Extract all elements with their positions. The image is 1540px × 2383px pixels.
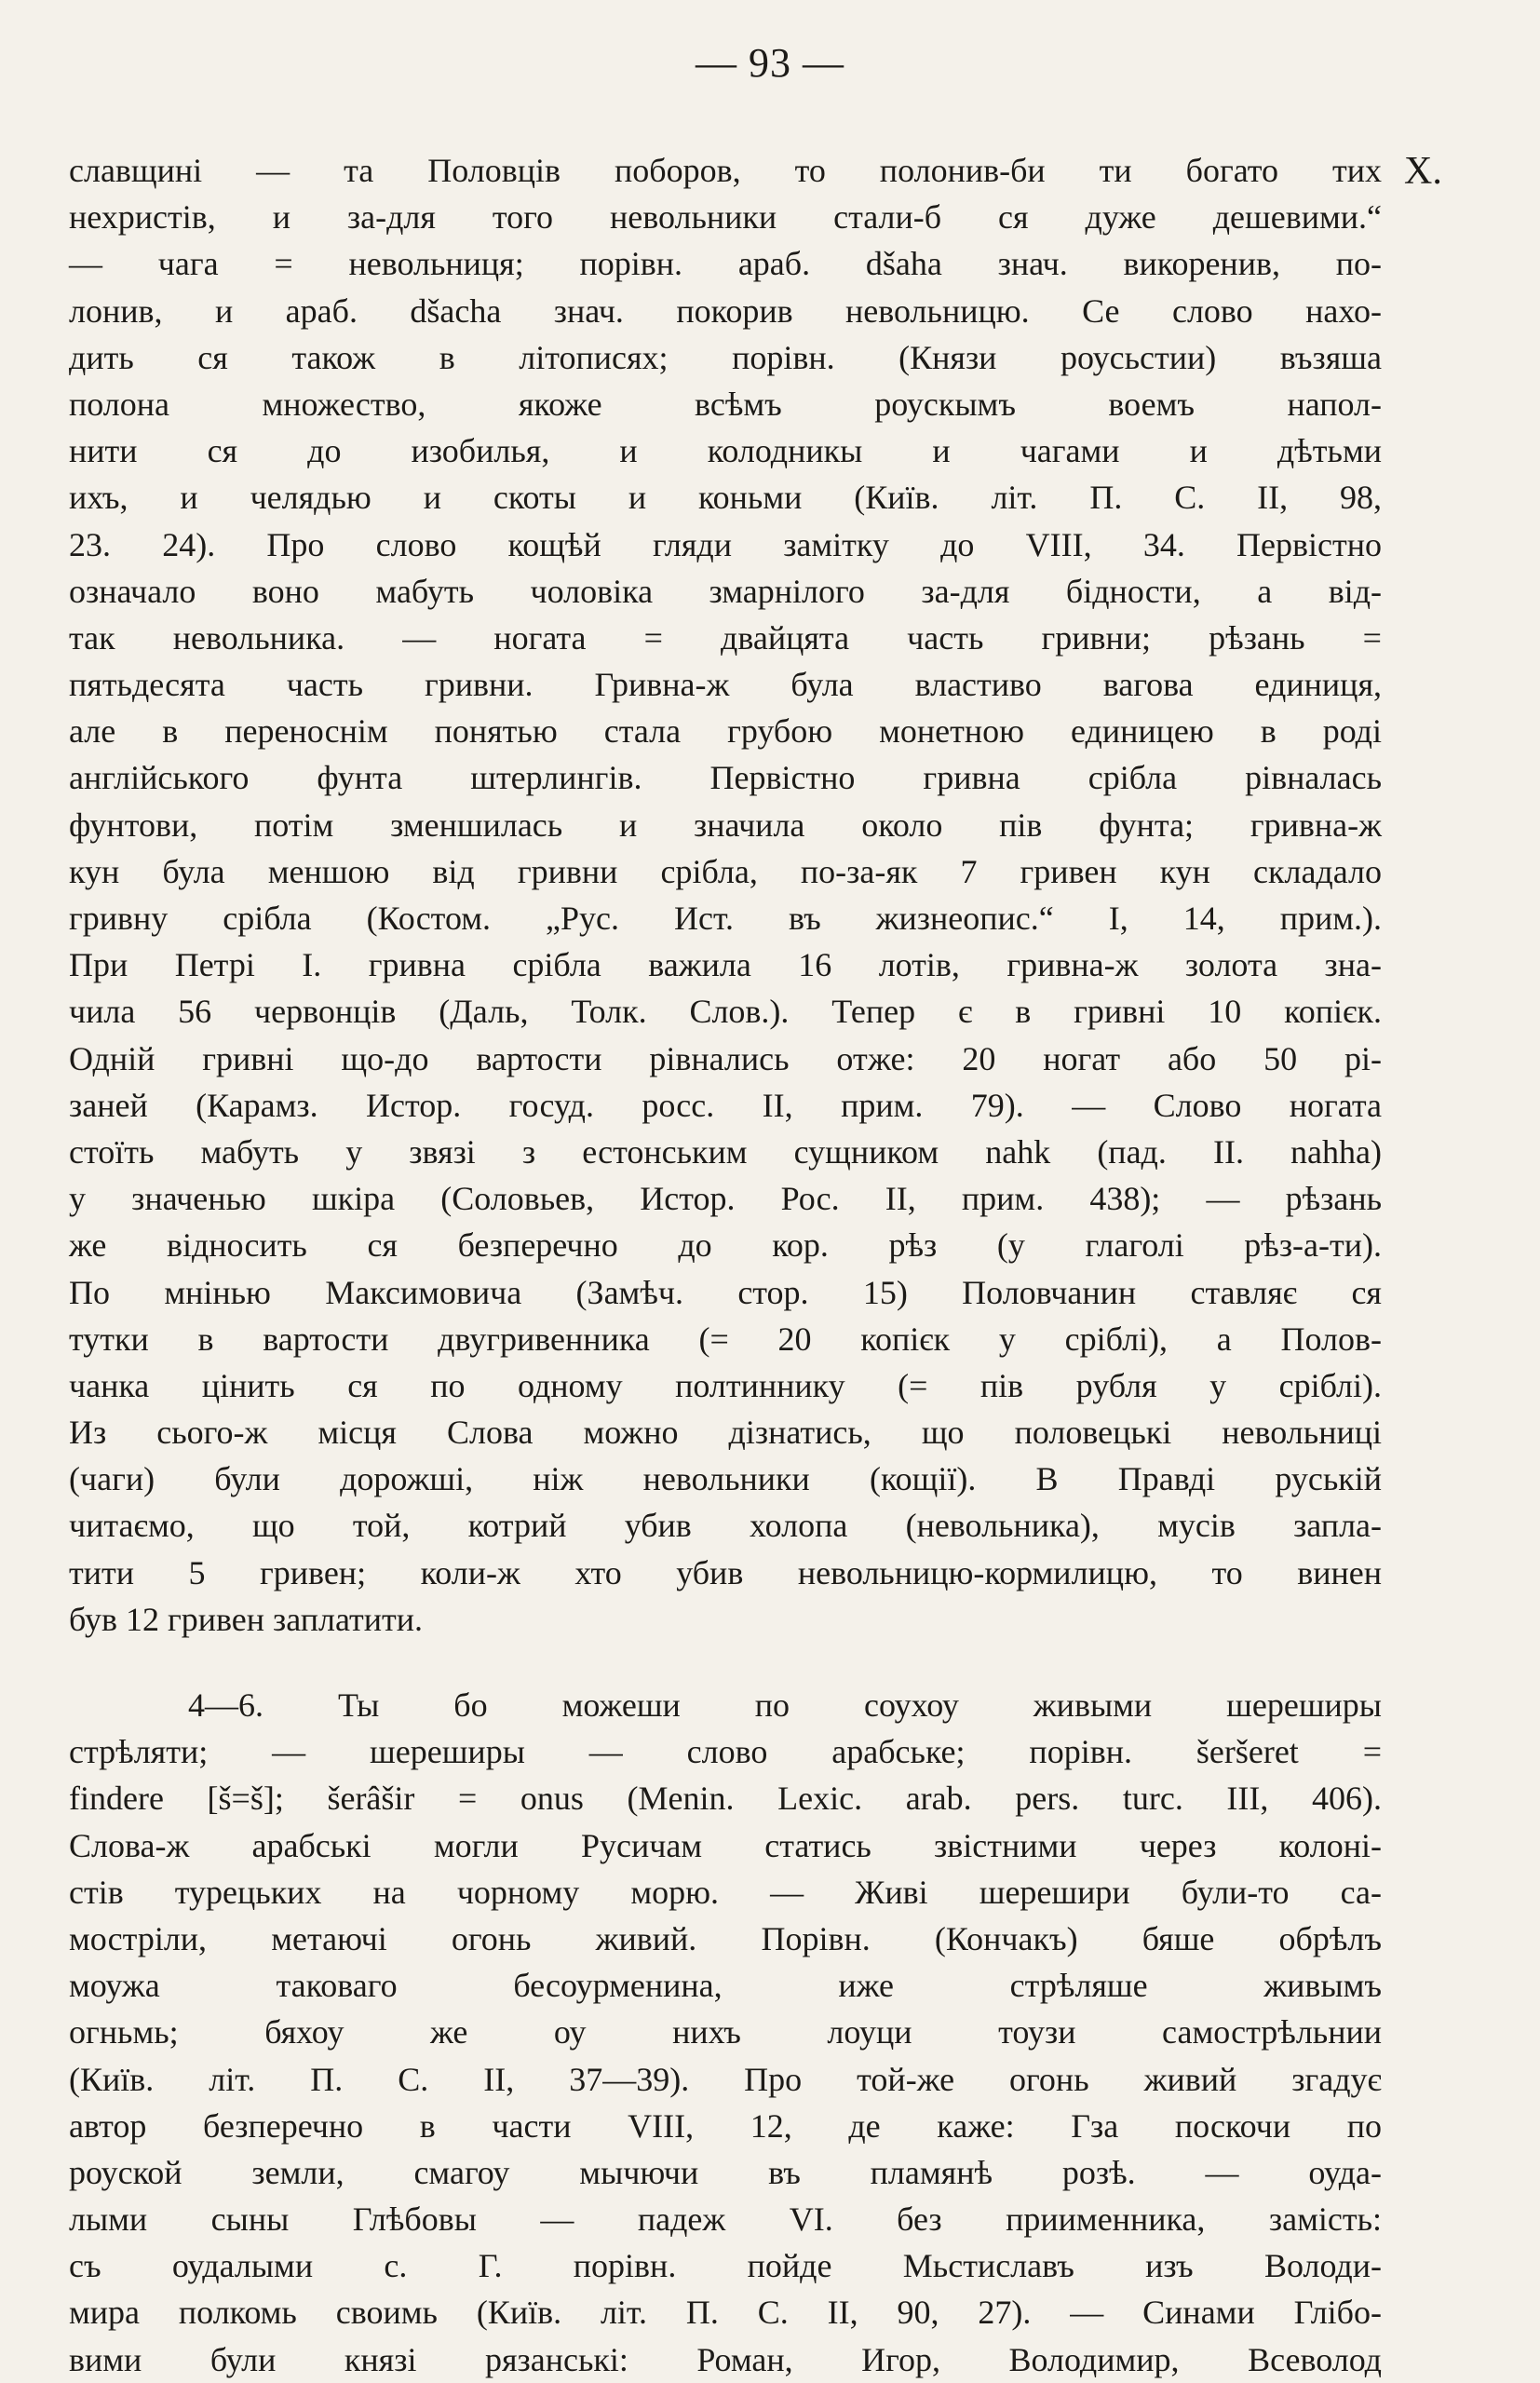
text-line: пятьдесята часть гривни. Гривна-ж була властиво вагова единиця, [69,666,1382,704]
text-line: съ оудалыми с. Г. порівн. пойде Мьстиславъ изъ Володи- [69,2247,1382,2285]
text-line: Слова-ж арабські могли Русичам статись звістними через колоні- [69,1826,1382,1864]
text-line: моужа таковаго бесоурменина, иже стрѣляше живымъ [69,1967,1382,2005]
text-line: При Петрі I. гривна срібла важила 16 лотів, гривна-ж золота зна- [69,946,1382,984]
text-line: читаємо, що той, котрий убив холопа (невольника), мусів запла- [69,1507,1382,1545]
text-line: стоїть мабуть у звязі з естонським сущником nahk (пад. II. nahha) [69,1132,1382,1171]
text-line: означало воно мабуть чоловіка змарнілого за-для бідности, а від- [69,572,1382,610]
text-line: нити ся до изобилья, и колодникы и чагами и дѣтьми [69,432,1382,470]
text-line: Из сього-ж місця Слова можно дізнатись, що половецькі невольниці [69,1414,1382,1452]
body-text [69,147,1382,2383]
text-line: мостріли, метаючі огонь живий. Порівн. (Кончакъ) бяше обрѣлъ [69,1919,1382,1957]
text-line: славщині — та Половців поборов, то полонив-би ти богато тих [69,152,1382,189]
paragraph [69,147,1382,1643]
text-line: лыми сыны Глѣбовы — падеж VI. без приименника, замість: [69,2200,1382,2239]
text-line: стрѣляти; — шереширы — слово арабське; порівн. šeršeret = [69,1733,1382,1771]
text-line: чанка цінить ся по одному полтиннику (= пів рубля у сріблі). [69,1366,1382,1404]
text-line: дить ся також в літописях; порівн. (Князи роусьстии) възяша [69,338,1382,376]
text-line: полона множество, якоже всѣмъ роускымъ воемъ напол- [69,385,1382,423]
text-line: Одній гривні що-до вартости рівнались отже: 20 ногат або 50 рі- [69,1039,1382,1077]
text-line: (чаги) були дорожші, ніж невольники (кощії). В Правді руській [69,1460,1382,1498]
text-line: у значенью шкіра (Соловьев, Истор. Рос. II, прим. 438); — рѣзань [69,1180,1382,1218]
text-line: чила 56 червонців (Даль, Толк. Слов.). Тепер є в гривні 10 копієк. [69,993,1382,1031]
text-line: же відносить ся безперечно до кор. рѣз (у глаголі рѣз-а-ти). [69,1226,1382,1265]
text-line: — чага = невольниця; порівн. араб. dšaha знач. викоренив, по- [69,245,1382,283]
text-line: По мнінью Максимовича (Замѣч. стор. 15) Половчанин ставляє ся [69,1273,1382,1311]
text-line: (Київ. літ. П. С. II, 37—39). Про той-же огонь живий згадує [69,2060,1382,2098]
text-line: 4—6. Ты бо можеши по соухоу живыми шереширы [188,1686,1382,1724]
paragraph [69,1682,1382,2383]
text-line: англійського фунта штерлингів. Первістно гривна срібла рівналась [69,759,1382,797]
margin-section-marker: X. [1404,150,1442,193]
text-line: стів турецьких на чорному морю. — Живі шерешири були-то са- [69,1873,1382,1911]
text-line: але в переноснім понятью стала грубою монетною единицею в роді [69,712,1382,751]
text-line: 23. 24). Про слово кощѣй гляди замітку до VIII, 34. Первістно [69,525,1382,563]
text-line: був 12 гривен заплатити. [69,1600,424,1638]
text-line: гривну срібла (Костом. „Рус. Ист. въ жизнеопис.“ I, 14, прим.). [69,900,1382,937]
text-line: нехристів, и за-для того невольники стали-б ся дуже дешевими.“ [69,198,1382,237]
text-line: заней (Карамз. Истор. госуд. росс. II, прим. 79). — Слово ногата [69,1086,1382,1124]
text-line: фунтови, потім зменшилась и значила около пів фунта; гривна-ж [69,806,1382,844]
text-line: тутки в вартости двугривенника (= 20 копієк у сріблі), а Полов- [69,1320,1382,1358]
text-line: мира полкомь своимь (Київ. літ. П. С. II, 90, 27). — Синами Глібо- [69,2294,1382,2332]
page-number: — 93 — [696,40,844,86]
text-line: огньмь; бяхоу же оу нихъ лоуци тоузи самострѣльнии [69,2013,1382,2051]
paragraph-gap [69,1643,1382,1682]
text-line: findere [š=š]; šerâšir = onus (Menin. Lexic. arab. pers. turc. III, 406). [69,1780,1382,1818]
text-line: кун була меншою від гривни срібла, по-за-як 7 гривен кун складало [69,852,1382,890]
text-line: тити 5 гривен; коли-ж хто убив невольницю-кормилицю, то винен [69,1553,1382,1591]
text-line: лонив, и араб. dšacha знач. покорив невольницю. Се слово нахо- [69,291,1382,330]
text-line: вими були князі рязанські: Роман, Игор, Володимир, Всеволод [69,2340,1382,2378]
text-line: так невольника. — ногата = двайцята часть гривни; рѣзань = [69,618,1382,657]
text-line: роуской земли, смагоу мычючи въ пламянѣ розѣ. — оуда- [69,2153,1382,2191]
text-line: ихъ, и челядью и скоты и коньми (Київ. літ. П. С. II, 98, [69,479,1382,517]
text-line: автор безперечно в части VIII, 12, де каже: Гза поскочи по [69,2106,1382,2145]
